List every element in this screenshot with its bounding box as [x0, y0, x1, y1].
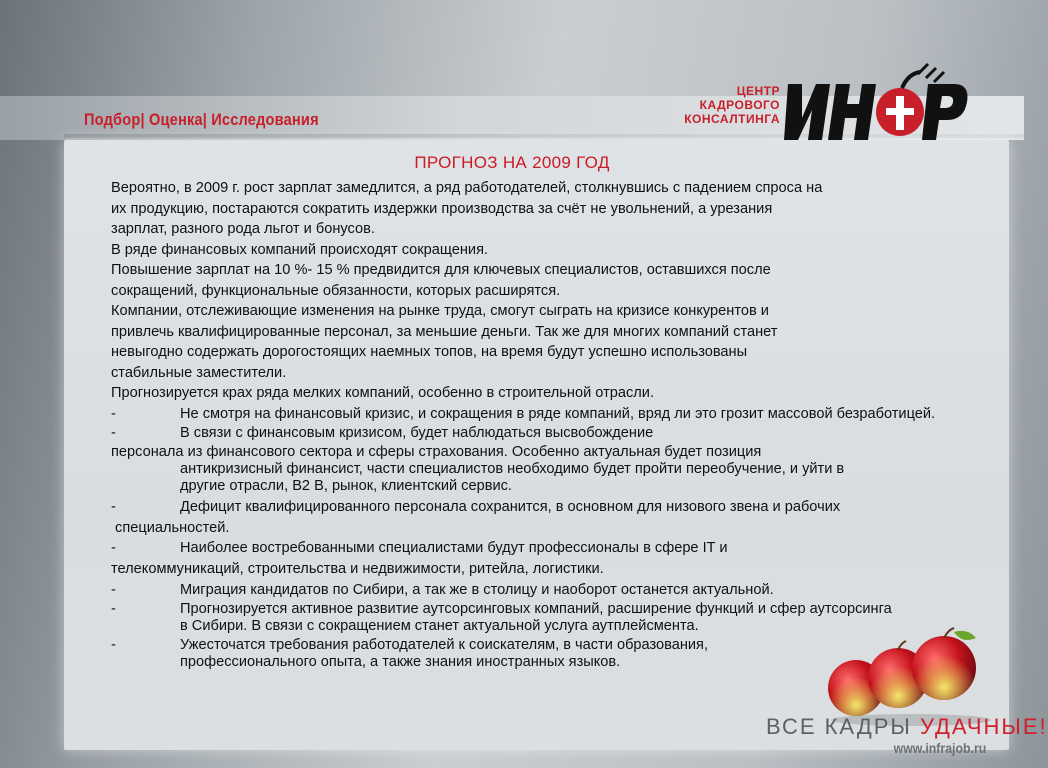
bullet-item — [111, 637, 811, 671]
body-line: их продукцию, постараются сократить издержки производства за счёт не увольнений, а урезания — [111, 200, 773, 217]
page-title: ПРОГНОЗ НА 2009 ГОД — [414, 153, 610, 172]
bullet-text: Прогнозируется активное развитие аутсорсинговых компаний, расширение функций и сфер аутсорсинга в Сибири. В связи с сокращением станет актуальной услуга аутплейсмента. — [180, 600, 892, 634]
bullet-dash: - — [111, 600, 116, 617]
bullet-item — [111, 582, 961, 599]
bullet-dash: - — [111, 581, 116, 598]
body-line: другие отрасли, В2 В, рынок, клиентский сервис. — [180, 477, 512, 494]
bullet-item — [111, 406, 961, 423]
body-line: стабильные заместители. — [111, 364, 287, 381]
bullet-dash: - — [111, 424, 116, 441]
slogan-accent: УДАЧНЫЕ! — [920, 714, 1048, 739]
logo-caption-line: КОНСАЛТИНГА — [684, 112, 780, 126]
bullet-item — [111, 425, 961, 442]
logo-caption — [580, 84, 780, 126]
body-line: В ряде финансовых компаний происходят сокращения. — [111, 241, 489, 258]
logo-caption-line: КАДРОВОГО — [699, 98, 780, 112]
website-link[interactable]: www.infrajob.ru — [893, 740, 986, 756]
bullet-text: Наиболее востребованными специалистами будут профессионалы в сфере IT и — [180, 540, 728, 556]
body-line: сокращений, функциональные обязанности, которых расширятся. — [111, 282, 561, 299]
body-line: зарплат, разного рода льгот и бонусов. — [111, 221, 375, 237]
body-line: Повышение зарплат на 10 %- 15 % предвидится для ключевых специалистов, оставшихся после — [111, 262, 771, 278]
bullet-dash: - — [111, 405, 116, 422]
apples-icon — [826, 626, 996, 726]
header-tagline: Подбор| Оценка| Исследования — [84, 110, 319, 129]
forecast-body — [111, 178, 961, 671]
body-line: телекоммуникаций, строительства и недвижимости, ритейла, логистики. — [111, 561, 604, 577]
body-line: Вероятно, в 2009 г. рост зарплат замедлится, а ряд работодателей, столкнувшись с падением спроса на — [111, 180, 823, 196]
bullet-text: В связи с финансовым кризисом, будет наблюдаться высвобождение — [180, 424, 654, 441]
body-line: персонала из финансового сектора и сферы страхования. Особенно актуальная будет позиция — [111, 443, 762, 460]
body-line: антикризисный финансист, части специалистов необходимо будет пройти переобучение, и уйти в — [180, 460, 845, 477]
bullet-dash: - — [111, 636, 116, 653]
infra-logo-icon — [778, 56, 978, 156]
bullet-text: Не смотря на финансовый кризис, и сокращения в ряде компаний, вряд ли это грозит массовой безработицей. — [180, 405, 936, 422]
body-line: привлечь квалифицированные персонал, за меньшие деньги. Так же для многих компаний станет — [111, 323, 778, 340]
body-line: Компании, отслеживающие изменения на рынке труда, смогут сыграть на кризисе конкурентов и — [111, 303, 769, 319]
bullet-item — [111, 601, 901, 635]
body-line: невыгодно содержать дорогостоящих наемных топов, на время будут успешно использованы — [111, 344, 748, 360]
bullet-item — [111, 540, 961, 557]
body-line: специальностей. — [111, 519, 230, 536]
body-line: Прогнозируется крах ряда мелких компаний, особенно в строительной отрасли. — [111, 385, 655, 401]
bullet-text: Дефицит квалифицированного персонала сохранится, в основном для низового звена и рабочих — [180, 498, 841, 515]
bullet-item — [111, 499, 961, 516]
bullet-text: Ужесточатся требования работодателей к соискателям, в части образования, профессионального опыта, а также знания иностранных языков. — [180, 636, 709, 670]
slogan-main: ВСЕ КАДРЫ — [766, 714, 912, 739]
bullet-dash: - — [111, 540, 116, 556]
bullet-text: Миграция кандидатов по Сибири, а так же в столицу и наоборот останется актуальной. — [180, 581, 774, 598]
slogan — [766, 714, 1048, 740]
bullet-dash: - — [111, 498, 116, 515]
logo-caption-line: ЦЕНТР — [736, 84, 780, 98]
